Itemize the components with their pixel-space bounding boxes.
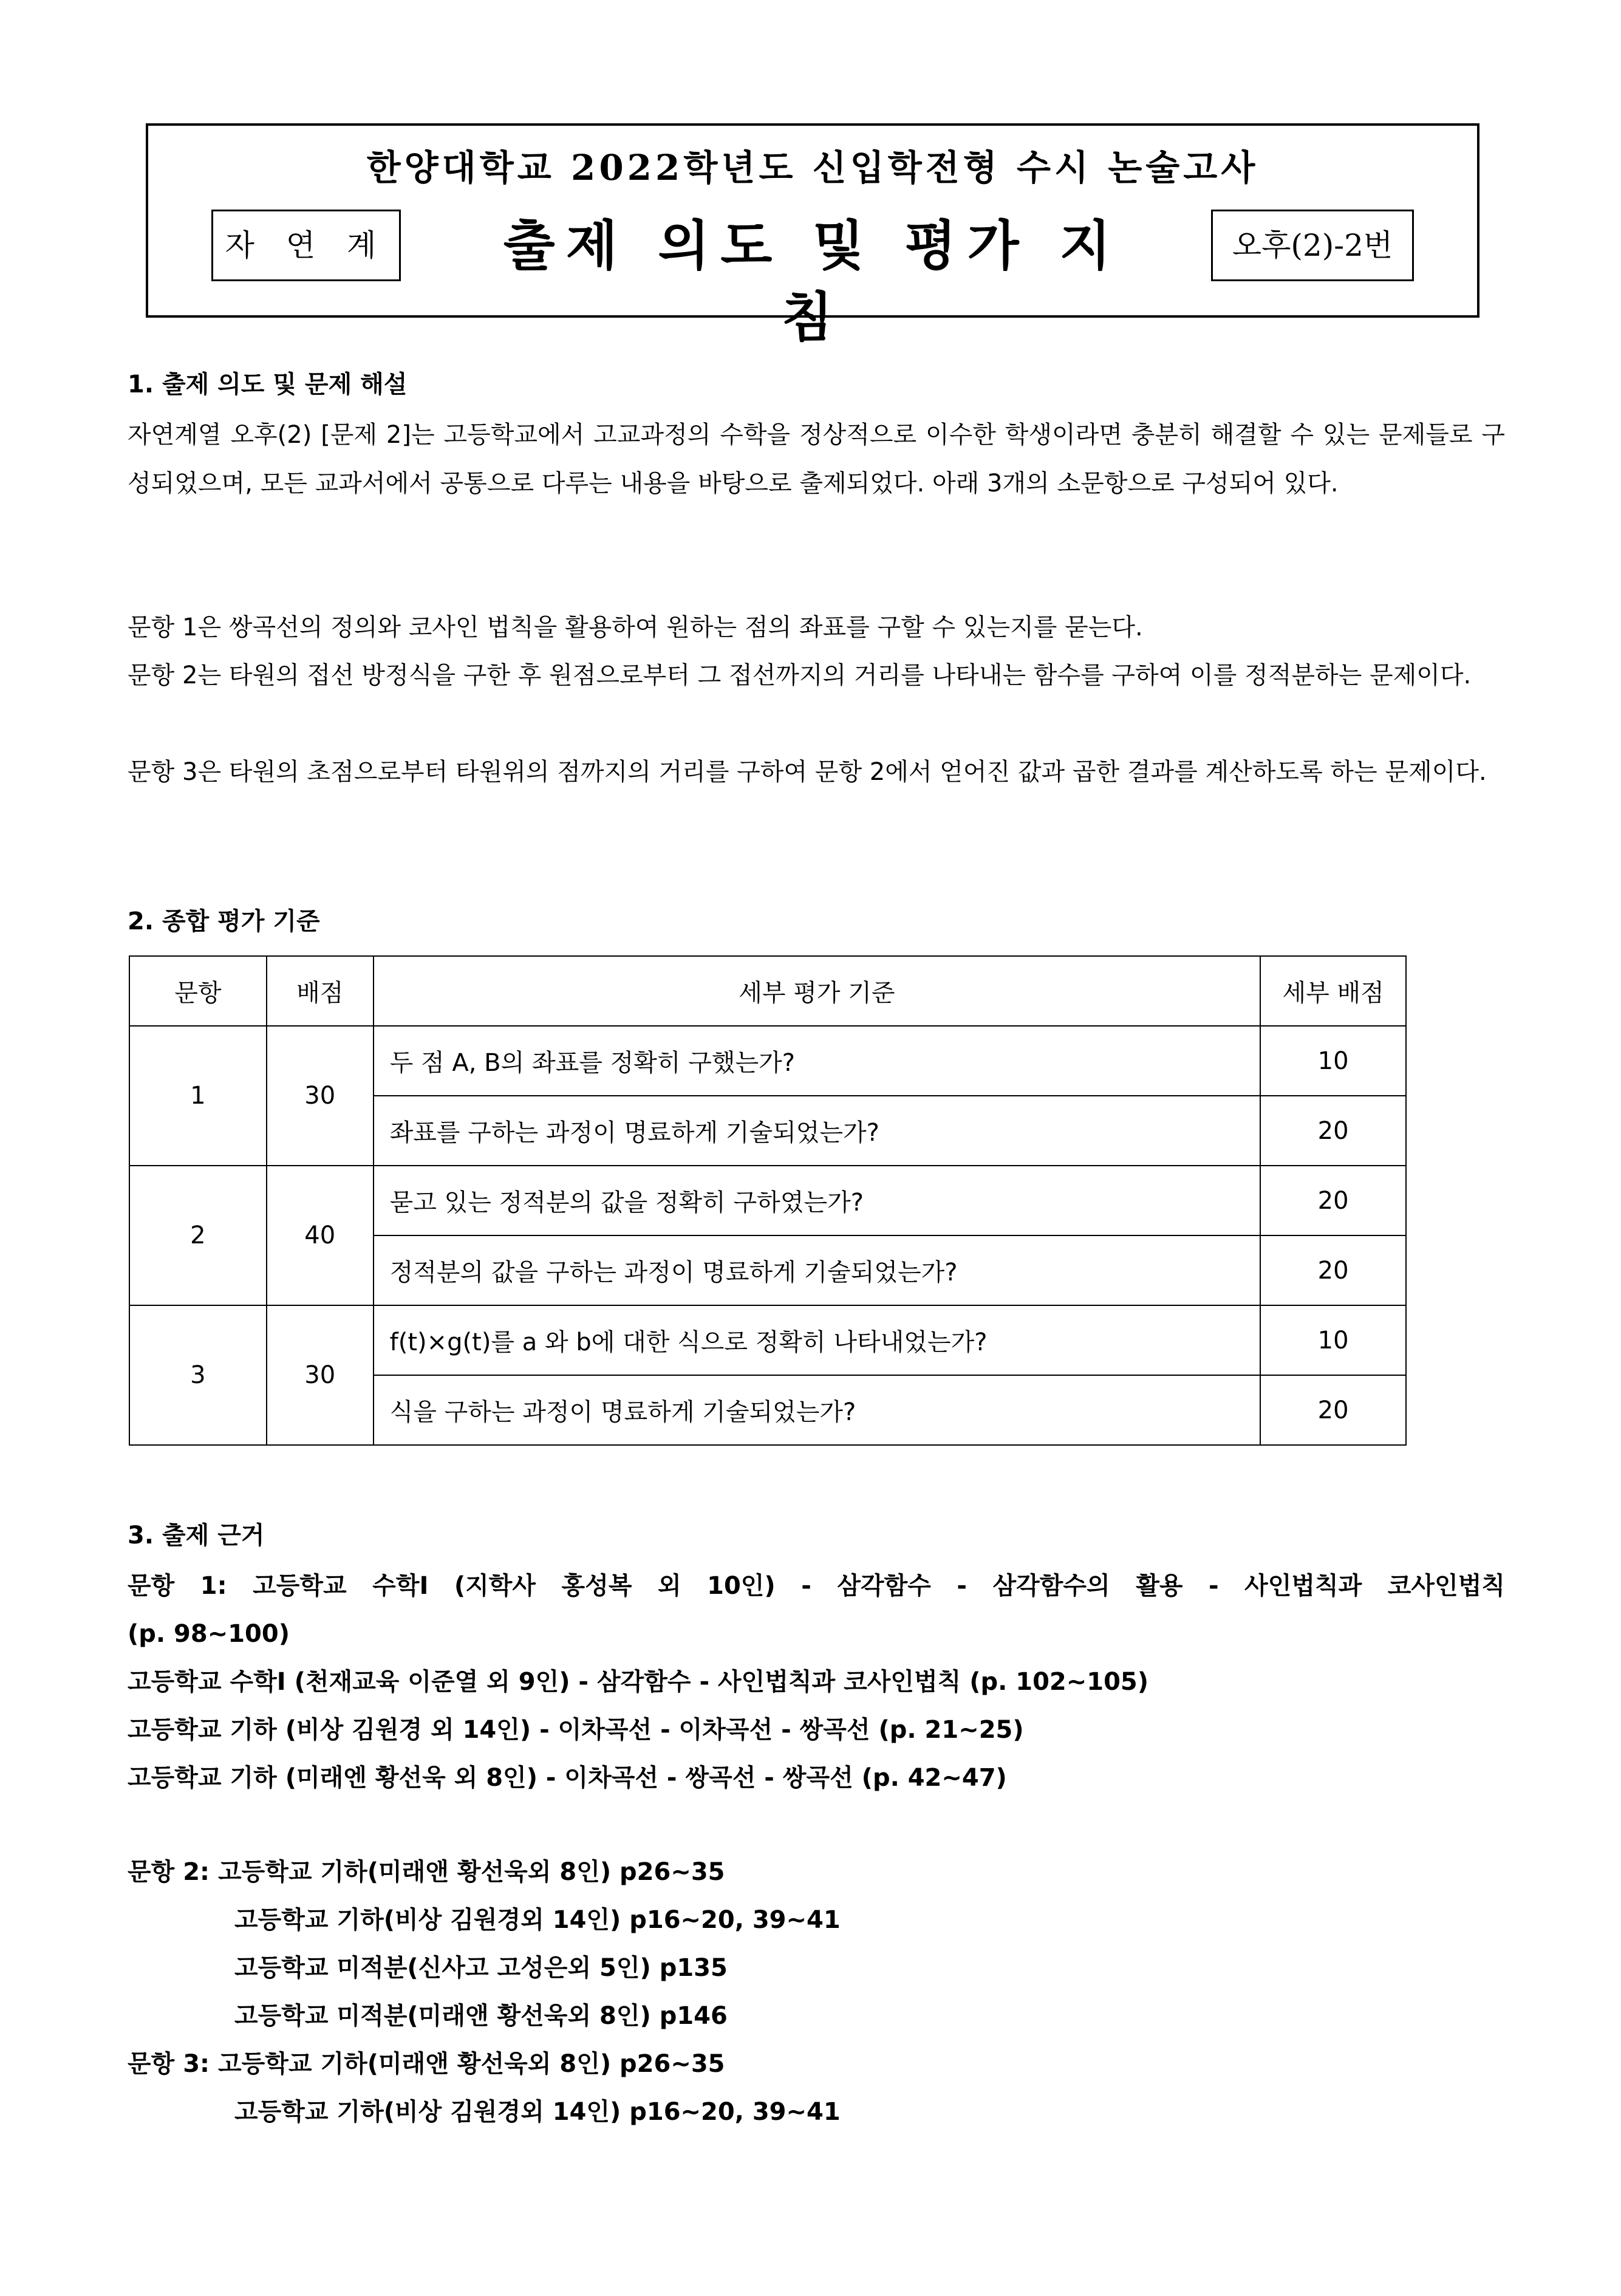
reference-text: 고등학교 기하(미래앤 황선욱외 8인) p26~35 <box>217 2050 725 2078</box>
criteria-cell: 묻고 있는 정적분의 값을 정확히 구하였는가? <box>374 1166 1261 1235</box>
document-title: 한양대학교 2022학년도 신입학전형 수시 논술고사 <box>366 147 1259 188</box>
points-cell: 10 <box>1260 1026 1406 1096</box>
question1-references <box>128 1562 1505 1802</box>
section1-heading: 1. 출제 의도 및 문제 해설 <box>128 371 408 398</box>
criteria-cell: f(t)×g(t)를 a 와 b에 대한 식으로 정확히 나타내었는가? <box>374 1305 1261 1375</box>
category-label: 자 연 계 <box>211 210 401 281</box>
section1-intro: 자연계열 오후(2) [문제 2]는 고등학교에서 고교과정의 수학을 정상적으로 이수한 학생이라면 충분히 해결할 수 있는 문제들로 구성되었으며, 모든 교과서에서 공통으로 다루는 내용을 바탕으로 출제되었다. 아래 3개의 소문항으로 구성되어 있다. <box>128 421 1505 497</box>
table-row <box>129 1305 1406 1375</box>
question3-references <box>128 2040 1505 2136</box>
section3-heading: 3. 출제 근거 <box>128 1522 265 1549</box>
reference-line <box>128 2040 1505 2088</box>
evaluation-table <box>129 955 1407 1446</box>
section1-item2: 문항 2는 타원의 접선 방정식을 구한 후 원점으로부터 그 접선까지의 거리를 나타내는 함수를 구하여 이를 정적분하는 문제이다. <box>128 661 1472 689</box>
points-cell: 10 <box>1260 1305 1406 1375</box>
score-cell: 30 <box>267 1305 374 1445</box>
exam-number-label: 오후(2)-2번 <box>1211 210 1414 281</box>
question3-label: 문항 3: <box>128 2050 210 2078</box>
points-cell: 20 <box>1260 1166 1406 1235</box>
item-number-cell: 2 <box>129 1166 267 1305</box>
reference-line: 고등학교 기하 (미래엔 황선욱 외 8인) - 이차곡선 - 쌍곡선 - 쌍곡선 (p. 42~47) <box>128 1764 1007 1792</box>
criteria-cell: 두 점 A, B의 좌표를 정확히 구했는가? <box>374 1026 1261 1096</box>
reference-line: 고등학교 기하(비상 김원경외 14인) p16~20, 39~41 <box>234 1906 841 1934</box>
reference-line: 고등학교 수학I (천재교육 이준열 외 9인) - 삼각함수 - 사인법칙과 코사인법칙 (p. 102~105) <box>128 1668 1149 1696</box>
document-subtitle: 출제 의도 및 평가 지침 <box>503 214 1122 349</box>
section2-heading: 2. 종합 평가 기준 <box>128 907 320 935</box>
reference-line: 고등학교 미적분(미래앤 황선욱외 8인) p146 <box>234 2002 728 2030</box>
item-number-cell: 3 <box>129 1305 267 1445</box>
reference-line: 문항 1: 고등학교 수학I (지학사 홍성복 외 10인) - 삼각함수 - 삼각함수의 활용 - 사인법칙과 코사인법칙 <box>128 1572 1505 1600</box>
header-box <box>146 123 1479 349</box>
column-header: 세부 배점 <box>1260 956 1406 1026</box>
points-cell: 20 <box>1260 1375 1406 1445</box>
table-header-row <box>129 956 1406 1026</box>
reference-line: 고등학교 미적분(신사고 고성은외 5인) p135 <box>234 1954 728 1982</box>
reference-line: 고등학교 기하 (비상 김원경 외 14인) - 이차곡선 - 이차곡선 - 쌍곡선 (p. 21~25) <box>128 1716 1024 1744</box>
question2-label: 문항 2: <box>128 1858 210 1886</box>
question2-references <box>128 1848 1505 2040</box>
section1-item3: 문항 3은 타원의 초점으로부터 타원위의 점까지의 거리를 구하여 문항 2에서 얻어진 값과 곱한 결과를 계산하도록 하는 문제이다. <box>128 758 1487 786</box>
reference-text: 고등학교 기하(미래앤 황선욱외 8인) p26~35 <box>217 1858 725 1886</box>
points-cell: 20 <box>1260 1096 1406 1166</box>
criteria-cell: 정적분의 값을 구하는 과정이 명료하게 기술되었는가? <box>374 1235 1261 1305</box>
points-cell: 20 <box>1260 1235 1406 1305</box>
score-cell: 40 <box>267 1166 374 1305</box>
reference-line: 고등학교 기하(비상 김원경외 14인) p16~20, 39~41 <box>234 2098 841 2126</box>
table-row <box>129 1166 1406 1235</box>
criteria-cell: 식을 구하는 과정이 명료하게 기술되었는가? <box>374 1375 1261 1445</box>
item-number-cell: 1 <box>129 1026 267 1166</box>
column-header: 세부 평가 기준 <box>374 956 1261 1026</box>
criteria-cell: 좌표를 구하는 과정이 명료하게 기술되었는가? <box>374 1096 1261 1166</box>
score-cell: 30 <box>267 1026 374 1166</box>
column-header: 문항 <box>129 956 267 1026</box>
column-header: 배점 <box>267 956 374 1026</box>
reference-line <box>128 1848 1505 1896</box>
table-row <box>129 1026 1406 1096</box>
section1-item1: 문항 1은 쌍곡선의 정의와 코사인 법칙을 활용하여 원하는 점의 좌표를 구할 수 있는지를 묻는다. <box>128 613 1143 641</box>
reference-line: (p. 98~100) <box>128 1620 290 1648</box>
